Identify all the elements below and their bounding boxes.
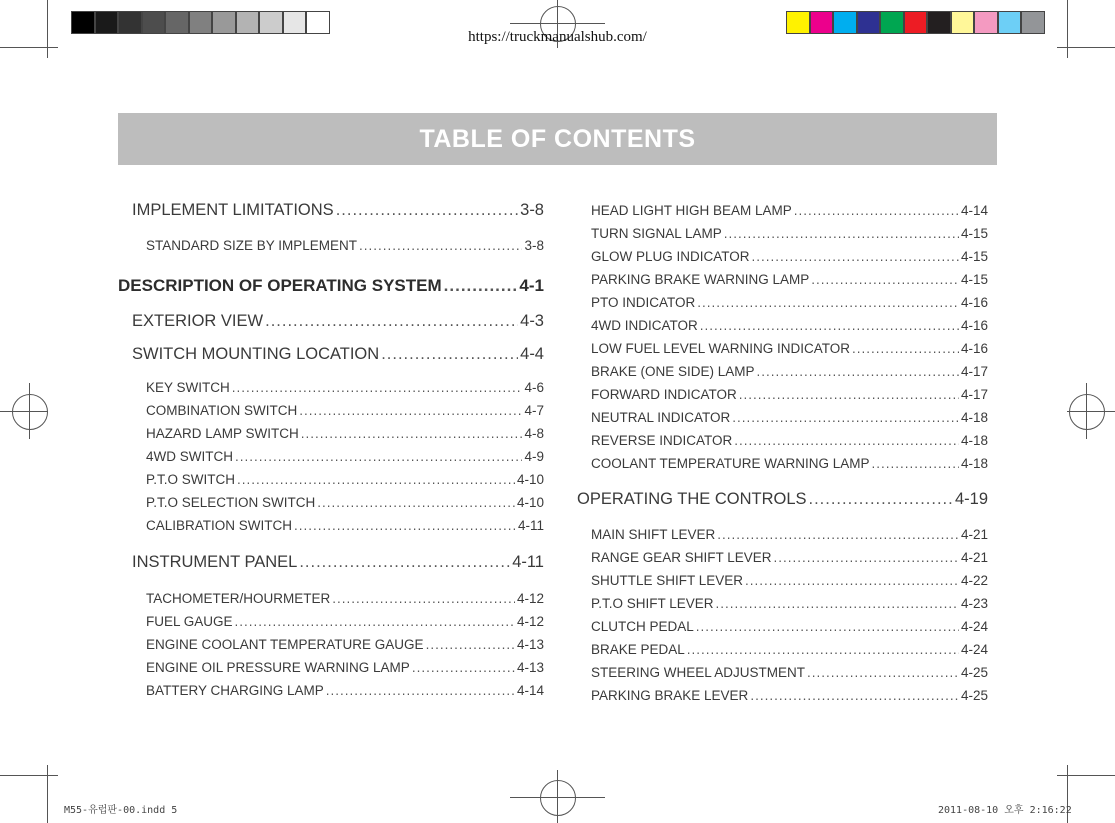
toc-entry[interactable]: [146, 426, 544, 444]
toc-entry-title: ENGINE OIL PRESSURE WARNING LAMP: [146, 660, 410, 675]
toc-entry[interactable]: [591, 387, 988, 405]
toc-leader-dots: [381, 345, 518, 364]
toc-entry-title: COMBINATION SWITCH: [146, 403, 298, 418]
toc-entry-title: TACHOMETER/HOURMETER: [146, 591, 331, 606]
toc-entry-page: 4-23: [960, 596, 988, 611]
toc-entry[interactable]: [132, 345, 544, 367]
toc-leader-dots: [317, 495, 515, 510]
toc-leader-dots: [687, 642, 959, 657]
toc-entry-title: HEAD LIGHT HIGH BEAM LAMP: [591, 203, 792, 218]
toc-leader-dots: [716, 596, 959, 611]
toc-entry-title: KEY SWITCH: [146, 380, 230, 395]
toc-leader-dots: [750, 688, 959, 703]
toc-entry[interactable]: [591, 364, 988, 382]
toc-entry-title: STEERING WHEEL ADJUSTMENT: [591, 665, 806, 680]
toc-leader-dots: [265, 312, 518, 331]
toc-entry-title: 4WD SWITCH: [146, 449, 233, 464]
toc-entry-page: 4-12: [516, 614, 544, 629]
toc-entry[interactable]: [591, 456, 988, 474]
toc-entry[interactable]: [132, 312, 544, 334]
toc-entry[interactable]: [591, 341, 988, 359]
toc-entry[interactable]: [146, 472, 544, 490]
toc-entry-title: BRAKE PEDAL: [591, 642, 685, 657]
toc-entry[interactable]: [591, 433, 988, 451]
toc-entry-page: 4-15: [960, 249, 988, 264]
toc-entry[interactable]: [577, 490, 988, 512]
toc-entry-page: 4-19: [954, 490, 988, 508]
toc-entry-page: 4-21: [960, 550, 988, 565]
toc-entry[interactable]: [591, 295, 988, 313]
toc-entry-page: 4-24: [960, 642, 988, 657]
toc-entry-title: RANGE GEAR SHIFT LEVER: [591, 550, 772, 565]
toc-leader-dots: [724, 226, 959, 241]
toc-leader-dots: [237, 472, 515, 487]
toc-entry-title: P.T.O SWITCH: [146, 472, 236, 487]
toc-entry-page: 4-11: [517, 518, 544, 533]
toc-entry-page: 4-15: [960, 226, 988, 241]
page-title: TABLE OF CONTENTS: [419, 125, 696, 153]
toc-entry-title: IMPLEMENT LIMITATIONS: [132, 201, 334, 219]
toc-entry-title: EXTERIOR VIEW: [132, 312, 264, 330]
toc-leader-dots: [426, 637, 515, 652]
toc-entry-page: 4-10: [516, 472, 544, 487]
toc-leader-dots: [444, 276, 518, 296]
toc-entry[interactable]: [146, 518, 544, 536]
toc-entry-page: 4-13: [516, 660, 544, 675]
toc-entry-page: 4-21: [960, 527, 988, 542]
toc-entry-page: 4-7: [524, 403, 544, 418]
toc-leader-dots: [774, 550, 959, 565]
toc-entry-title: SWITCH MOUNTING LOCATION: [132, 345, 380, 363]
toc-entry[interactable]: [591, 226, 988, 244]
toc-entry-title: P.T.O SELECTION SWITCH: [146, 495, 316, 510]
toc-entry[interactable]: [591, 318, 988, 336]
toc-leader-dots: [752, 249, 959, 264]
toc-leader-dots: [807, 665, 959, 680]
toc-leader-dots: [696, 619, 959, 634]
toc-leader-dots: [739, 387, 959, 402]
toc-leader-dots: [359, 238, 522, 253]
toc-entry[interactable]: [146, 238, 544, 256]
toc-entry-page: 4-6: [524, 380, 544, 395]
toc-entry-title: STANDARD SIZE BY IMPLEMENT: [146, 238, 358, 253]
toc-entry-title: FUEL GAUGE: [146, 614, 233, 629]
toc-entry-page: 4-12: [516, 591, 544, 606]
toc-entry-title: PTO INDICATOR: [591, 295, 696, 310]
toc-entry-page: 4-17: [960, 387, 988, 402]
toc-leader-dots: [734, 433, 959, 448]
toc-entry-page: 4-15: [960, 272, 988, 287]
toc-leader-dots: [332, 591, 515, 606]
toc-entry-page: 4-11: [512, 553, 544, 571]
toc-entry-title: LOW FUEL LEVEL WARNING INDICATOR: [591, 341, 851, 356]
title-banner: [118, 113, 997, 165]
toc-entry-title: NEUTRAL INDICATOR: [591, 410, 731, 425]
toc-entry[interactable]: [591, 596, 988, 614]
toc-entry-page: 4-18: [960, 410, 988, 425]
toc-entry-title: COOLANT TEMPERATURE WARNING LAMP: [591, 456, 870, 471]
toc-entry[interactable]: [146, 683, 544, 701]
toc-entry-title: FORWARD INDICATOR: [591, 387, 737, 402]
toc-leader-dots: [232, 380, 523, 395]
toc-entry[interactable]: [146, 495, 544, 513]
toc-entry[interactable]: [146, 660, 544, 678]
toc-entry-title: SHUTTLE SHIFT LEVER: [591, 573, 744, 588]
toc-entry[interactable]: [146, 591, 544, 609]
toc-entry[interactable]: [591, 249, 988, 267]
toc-entry[interactable]: [146, 380, 544, 398]
toc-entry[interactable]: [591, 272, 988, 290]
toc-entry[interactable]: [591, 550, 988, 568]
toc-leader-dots: [697, 295, 959, 310]
toc-leader-dots: [809, 490, 953, 509]
toc-entry[interactable]: [591, 410, 988, 428]
toc-entry-page: 4-25: [960, 688, 988, 703]
toc-leader-dots: [412, 660, 515, 675]
toc-entry[interactable]: [118, 276, 544, 298]
toc-entry-page: 3-8: [524, 238, 544, 253]
toc-entry-title: 4WD INDICATOR: [591, 318, 698, 333]
toc-leader-dots: [794, 203, 959, 218]
toc-entry-page: 4-18: [960, 433, 988, 448]
toc-entry[interactable]: [591, 527, 988, 545]
toc-entry[interactable]: [591, 642, 988, 660]
toc-leader-dots: [872, 456, 959, 471]
toc-entry-title: CALIBRATION SWITCH: [146, 518, 293, 533]
source-url: https://truckmanualshub.com/: [468, 29, 647, 45]
toc-entry-page: 4-16: [960, 341, 988, 356]
toc-entry-title: TURN SIGNAL LAMP: [591, 226, 722, 241]
toc-entry[interactable]: [591, 665, 988, 683]
toc-entry-title: PARKING BRAKE LEVER: [591, 688, 749, 703]
toc-entry[interactable]: [591, 688, 988, 706]
toc-entry-title: BATTERY CHARGING LAMP: [146, 683, 324, 698]
toc-leader-dots: [732, 410, 959, 425]
toc-entry-page: 4-10: [516, 495, 544, 510]
footer-filename: M55-유럽판-00.indd 5: [64, 805, 178, 816]
toc-entry-title: CLUTCH PEDAL: [591, 619, 694, 634]
toc-entry-page: 4-17: [960, 364, 988, 379]
toc-entry-page: 4-4: [520, 345, 544, 363]
toc-entry-title: GLOW PLUG INDICATOR: [591, 249, 750, 264]
toc-entry[interactable]: [146, 614, 544, 632]
toc-entry-page: 4-14: [516, 683, 544, 698]
toc-entry-page: 4-18: [960, 456, 988, 471]
toc-entry-page: 4-25: [960, 665, 988, 680]
toc-leader-dots: [299, 403, 522, 418]
toc-entry[interactable]: [146, 403, 544, 421]
toc-entry-title: OPERATING THE CONTROLS: [577, 490, 807, 508]
toc-entry-page: 4-13: [516, 637, 544, 652]
toc-entry[interactable]: [132, 553, 544, 575]
toc-leader-dots: [852, 341, 959, 356]
toc-entry-title: P.T.O SHIFT LEVER: [591, 596, 714, 611]
toc-leader-dots: [294, 518, 516, 533]
toc-entry[interactable]: [591, 203, 988, 221]
toc-entry-title: HAZARD LAMP SWITCH: [146, 426, 299, 441]
toc-entry-page: 4-3: [520, 312, 544, 330]
toc-entry[interactable]: [132, 201, 544, 223]
toc-entry-page: 4-8: [524, 426, 544, 441]
toc-leader-dots: [700, 318, 959, 333]
toc-entry-page: 3-8: [520, 201, 544, 219]
toc-leader-dots: [336, 201, 518, 220]
toc-entry[interactable]: [591, 619, 988, 637]
toc-leader-dots: [745, 573, 959, 588]
toc-entry-page: 4-14: [960, 203, 988, 218]
toc-entry-page: 4-24: [960, 619, 988, 634]
toc-entry-title: MAIN SHIFT LEVER: [591, 527, 716, 542]
toc-entry-title: PARKING BRAKE WARNING LAMP: [591, 272, 810, 287]
toc-leader-dots: [757, 364, 959, 379]
toc-leader-dots: [299, 553, 510, 572]
toc-entry-page: 4-22: [960, 573, 988, 588]
toc-entry-page: 4-1: [519, 276, 544, 295]
toc-leader-dots: [301, 426, 523, 441]
toc-leader-dots: [235, 614, 515, 629]
toc-leader-dots: [326, 683, 515, 698]
toc-entry-page: 4-16: [960, 295, 988, 310]
toc-entry-title: INSTRUMENT PANEL: [132, 553, 298, 571]
toc-leader-dots: [811, 272, 959, 287]
toc-entry[interactable]: [591, 573, 988, 591]
toc-entry-title: DESCRIPTION OF OPERATING SYSTEM: [118, 276, 442, 295]
toc-entry-title: REVERSE INDICATOR: [591, 433, 733, 448]
toc-entry-page: 4-9: [524, 449, 544, 464]
toc-leader-dots: [235, 449, 522, 464]
toc-entry[interactable]: [146, 637, 544, 655]
toc-entry-title: ENGINE COOLANT TEMPERATURE GAUGE: [146, 637, 424, 652]
toc-entry-page: 4-16: [960, 318, 988, 333]
toc-leader-dots: [717, 527, 959, 542]
footer-timestamp: 2011-08-10 오후 2:16:22: [938, 805, 1072, 816]
toc-entry[interactable]: [146, 449, 544, 467]
toc-entry-title: BRAKE (ONE SIDE) LAMP: [591, 364, 755, 379]
